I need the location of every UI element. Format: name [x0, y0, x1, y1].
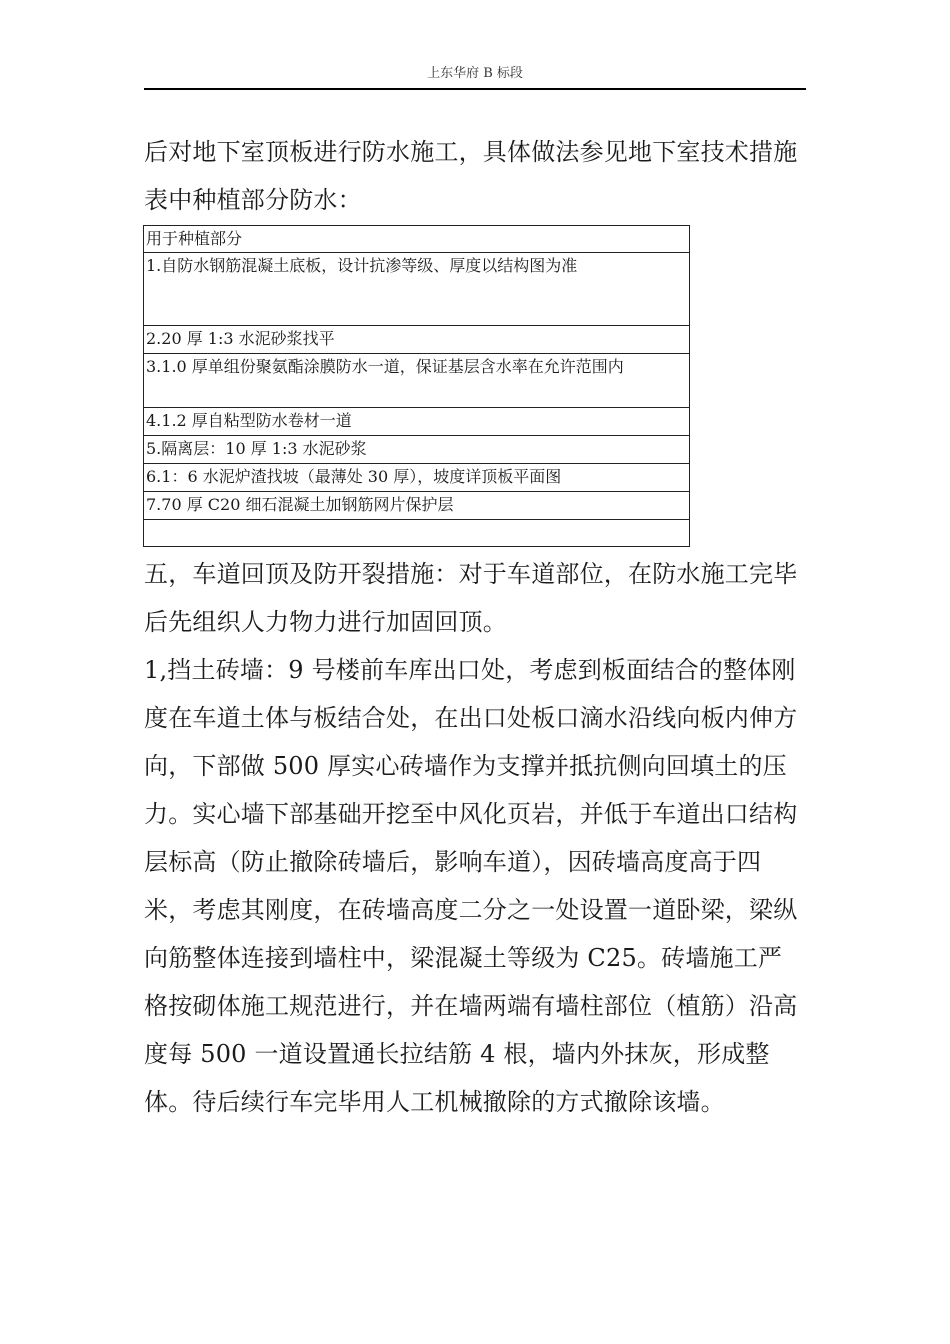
section-5	[144, 550, 806, 1126]
waterproofing-spec-table	[143, 225, 690, 547]
table-cell: 3.1.0 厚单组份聚氨酯涂膜防水一道，保证基层含水率在允许范围内	[144, 354, 690, 408]
table-row	[144, 354, 690, 408]
table-row	[144, 226, 690, 253]
table-row	[144, 520, 690, 547]
table-cell: 2.20 厚 1:3 水泥砂浆找平	[144, 326, 690, 354]
table-cell	[144, 520, 690, 547]
table-cell: 7.70 厚 C20 细石混凝土加钢筋网片保护层	[144, 492, 690, 520]
table-cell: 4.1.2 厚自粘型防水卷材一道	[144, 408, 690, 436]
intro-paragraph: 后对地下室顶板进行防水施工，具体做法参见地下室技术措施表中种植部分防水：	[144, 138, 798, 214]
table-row	[144, 492, 690, 520]
retaining-wall-paragraph: 1,挡土砖墙：9 号楼前车库出口处，考虑到板面结合的整体刚度在车道土体与板结合处，在出口处板口滴水沿线向板内伸方向，下部做 500 厚实心砖墙作为支撑并抵抗侧向回填土的压力。实心墙下部基础开挖至中风化页岩，并低于车道出口结构层标高（防止撤除砖墙后，影响车道），因砖墙高度高于四米，考虑其刚度，在砖墙高度二分之一处设置一道卧梁，梁纵向筋整体连接到墙柱中，梁混凝土等级为 C25。砖墙施工严格按砌体施工规范进行，并在墙两端有墙柱部位（植筋）沿高度每 500 一道设置通长拉结筋 4 根，墙内外抹灰，形成整体。待后续行车完毕用人工机械撤除的方式撤除该墙。	[144, 656, 798, 1116]
table-row	[144, 326, 690, 354]
table-row	[144, 464, 690, 492]
table-row	[144, 436, 690, 464]
table-cell: 1.自防水钢筋混凝土底板，设计抗渗等级、厚度以结构图为准	[144, 253, 690, 326]
page-header	[144, 64, 806, 90]
table-cell: 用于种植部分	[144, 226, 690, 253]
table-row	[144, 253, 690, 326]
header-title: 上东华府 B 标段	[427, 66, 523, 81]
section-5-heading-paragraph: 五，车道回顶及防开裂措施：对于车道部位，在防水施工完毕后先组织人力物力进行加固回顶。	[144, 560, 798, 636]
table-cell: 5.隔离层：10 厚 1:3 水泥砂浆	[144, 436, 690, 464]
table-row	[144, 408, 690, 436]
table-cell: 6.1：6 水泥炉渣找坡（最薄处 30 厚），坡度详顶板平面图	[144, 464, 690, 492]
